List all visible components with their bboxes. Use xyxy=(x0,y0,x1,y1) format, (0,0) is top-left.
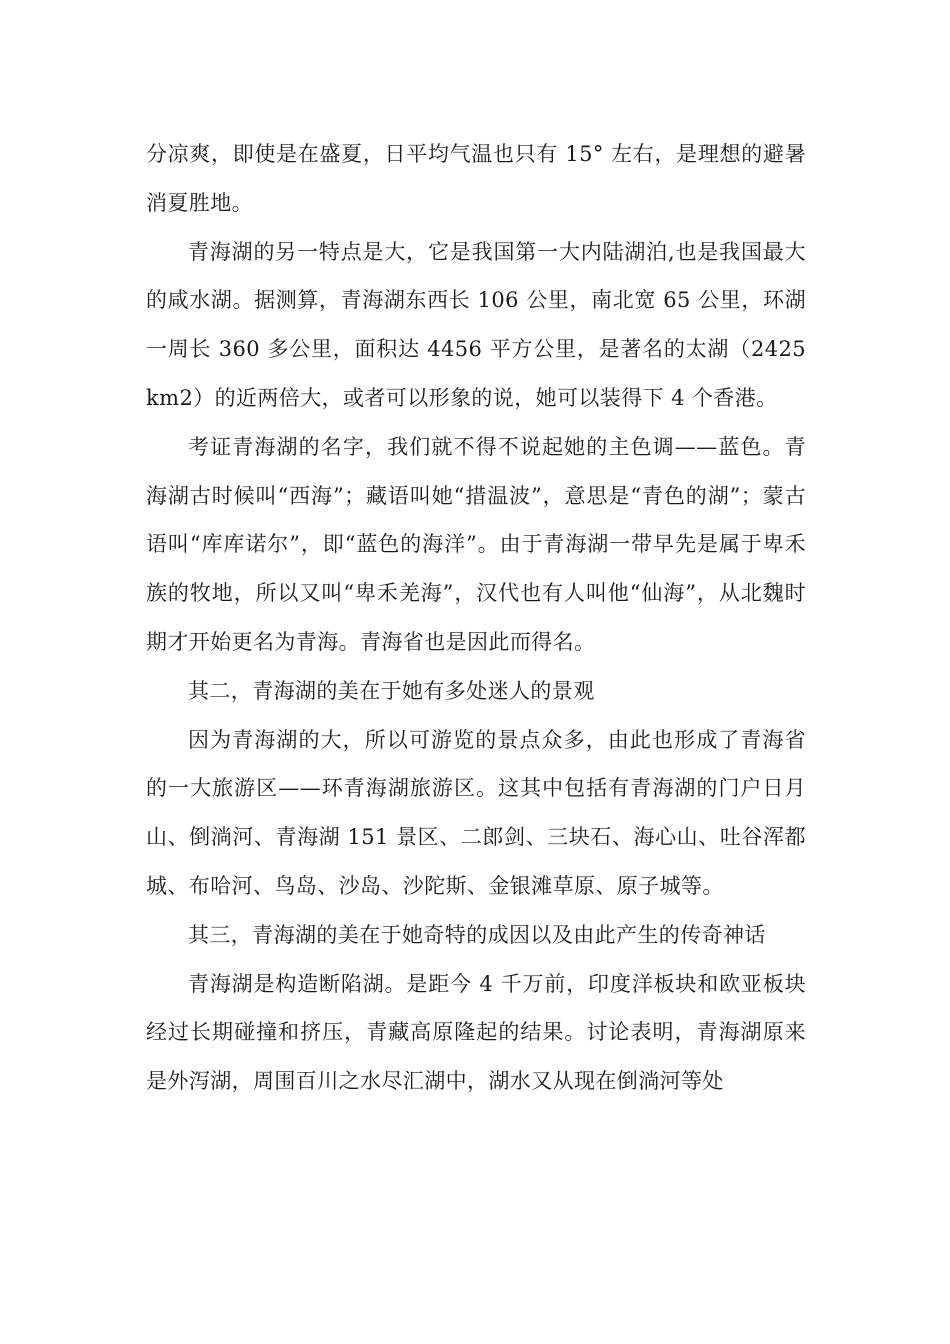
paragraph-2: 青海湖的另一特点是大，它是我国第一大内陆湖泊,也是我国最大的咸水湖。据测算，青海湖东西长 106 公里，南北宽 65 公里，环湖一周长 360 多公里，面积达 4456 平方公里，是著名的太湖（2425km2）的近两倍大，或者可以形象的说，她可以装得下 4 个香港。 xyxy=(146,239,806,410)
paragraph-1: 分凉爽，即使是在盛夏，日平均气温也只有 15° 左右，是理想的避暑消夏胜地。 xyxy=(146,142,806,215)
document-body xyxy=(146,130,806,1106)
paragraph-3: 考证青海湖的名字，我们就不得不说起她的主色调——蓝色。青海湖古时候叫“西海”；藏语叫她“措温波”，意思是“青色的湖”；蒙古语叫“库库诺尔”，即“蓝色的海洋”。由于青海湖一带早先是属于卑禾族的牧地，所以又叫“卑禾羌海”，汉代也有人叫他“仙海”，从北魏时期才开始更名为青海。青海省也是因此而得名。 xyxy=(146,434,806,654)
paragraph-4: 其二，青海湖的美在于她有多处迷人的景观 xyxy=(188,678,595,703)
paragraph-5: 因为青海湖的大，所以可游览的景点众多，由此也形成了青海省的一大旅游区——环青海湖旅游区。这其中包括有青海湖的门户日月山、倒淌河、青海湖 151 景区、二郎剑、三块石、海心山、吐谷浑都城、布哈河、鸟岛、沙岛、沙陀斯、金银滩草原、原子城等。 xyxy=(146,727,806,898)
paragraph-6: 其三，青海湖的美在于她奇特的成因以及由此产生的传奇神话 xyxy=(188,922,766,947)
paragraph-7: 青海湖是构造断陷湖。是距今 4 千万前，印度洋板块和欧亚板块经过长期碰撞和挤压，青藏高原隆起的结果。讨论表明，青海湖原来是外泻湖，周围百川之水尽汇湖中，湖水又从现在倒淌河等处 xyxy=(146,971,806,1094)
